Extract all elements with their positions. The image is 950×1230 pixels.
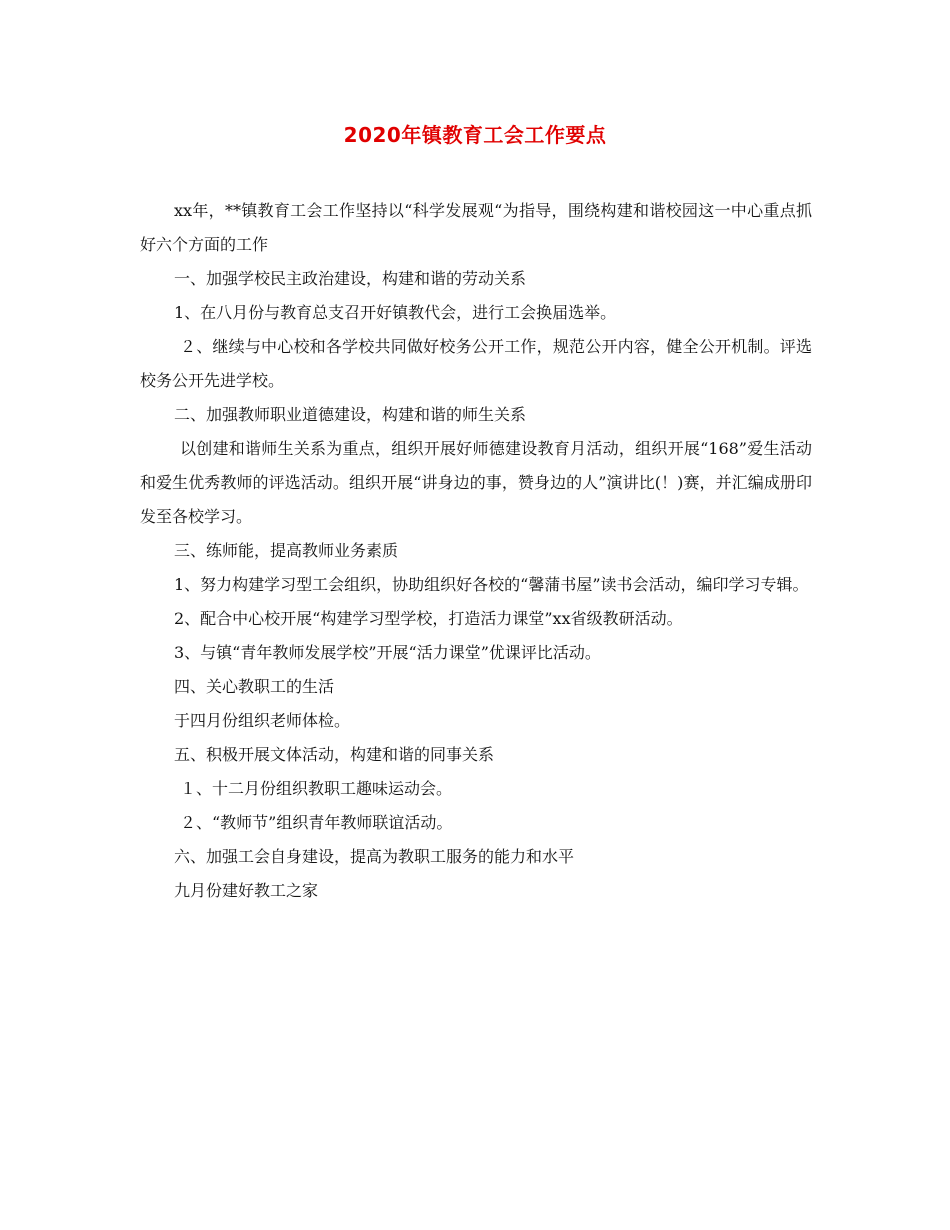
body-paragraph: 于四月份组织老师体检。 <box>174 711 351 730</box>
list-item: １、十二月份组织教职工趣味运动会。 <box>180 779 453 798</box>
section-heading-3: 三、练师能，提高教师业务素质 <box>174 541 399 560</box>
list-item: ２、继续与中心校和各学校共同做好校务公开工作，规范公开内容，健全公开机制。评选校务公开先进学校。 <box>140 337 812 390</box>
document-body <box>140 194 812 908</box>
list-item: 3、与镇“青年教师发展学校”开展“活力课堂”优课评比活动。 <box>174 643 601 662</box>
section-heading-1: 一、加强学校民主政治建设，构建和谐的劳动关系 <box>174 269 527 288</box>
list-item: 1、在八月份与教育总支召开好镇教代会，进行工会换届选举。 <box>174 303 617 322</box>
intro-paragraph: xx年，**镇教育工会工作坚持以“科学发展观“为指导，围绕构建和谐校园这一中心重点抓好六个方面的工作 <box>140 201 812 254</box>
body-paragraph: 以创建和谐师生关系为重点，组织开展好师德建设教育月活动，组织开展“168”爱生活动和爱生优秀教师的评选活动。组织开展“讲身边的事，赞身边的人”演讲比(！)赛，并汇编成册印发至各校学习。 <box>140 439 812 526</box>
list-item: ２、“教师节”组织青年教师联谊活动。 <box>180 813 453 832</box>
section-heading-4: 四、关心教职工的生活 <box>174 677 335 696</box>
section-heading-2: 二、加强教师职业道德建设，构建和谐的师生关系 <box>174 405 527 424</box>
list-item: 2、配合中心校开展“构建学习型学校，打造活力课堂”xx省级教研活动。 <box>174 609 683 628</box>
body-paragraph: 九月份建好教工之家 <box>174 881 319 900</box>
list-item: 1、努力构建学习型工会组织，协助组织好各校的“馨蒲书屋”读书会活动，编印学习专辑。 <box>174 575 809 594</box>
document-title: 2020年镇教育工会工作要点 <box>343 123 607 147</box>
section-heading-5: 五、积极开展文体活动，构建和谐的同事关系 <box>174 745 495 764</box>
section-heading-6: 六、加强工会自身建设，提高为教职工服务的能力和水平 <box>174 847 575 866</box>
